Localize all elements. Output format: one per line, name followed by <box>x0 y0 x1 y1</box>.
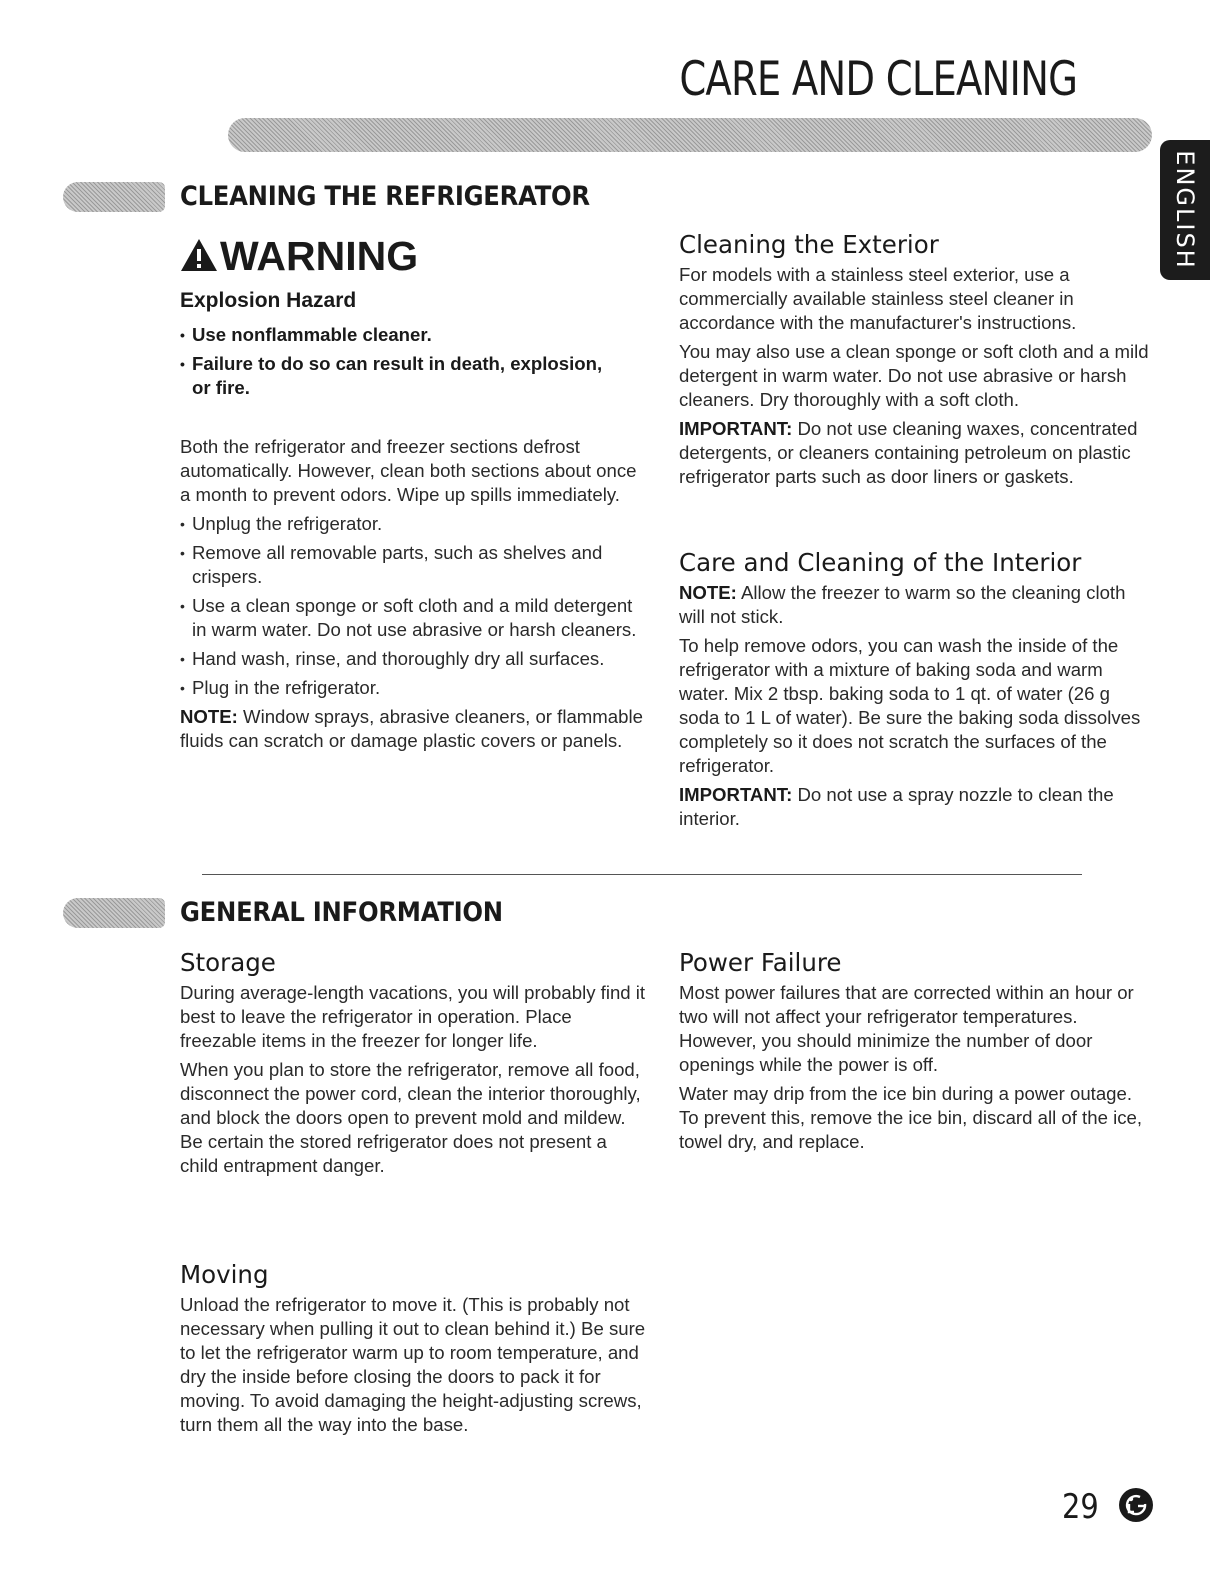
important-text: Do not use a spray nozzle to clean the interior. <box>679 784 1114 829</box>
list-item: • Use a clean sponge or soft cloth and a mild detergent in warm water. Do not use abrasive or harsh cleaners. <box>180 594 645 642</box>
interior-important <box>679 783 1149 831</box>
language-tab <box>1160 140 1210 280</box>
warning-bullets <box>180 323 620 405</box>
warning-title <box>180 233 418 280</box>
power-heading: Power Failure <box>679 948 842 977</box>
moving-column <box>180 1260 655 1442</box>
note-label: NOTE: <box>180 706 238 727</box>
important-label: IMPORTANT: <box>679 418 793 439</box>
power-paragraph: Water may drip from the ice bin during a power outage. To prevent this, remove the ice bin, discard all of the ice, towel dry, and replace. <box>679 1083 1143 1152</box>
hazard-title: Explosion Hazard <box>180 289 357 312</box>
interior-note <box>679 581 1149 629</box>
exterior-important <box>679 417 1149 489</box>
storage-column <box>180 948 650 1183</box>
storage-heading: Storage <box>180 948 276 977</box>
cleaning-note <box>180 705 645 753</box>
power-column <box>679 948 1149 1159</box>
cleaning-intro: Both the refrigerator and freezer sections defrost automatically. However, clean both sections about once a month to prevent odors. Wipe up spills immediately. <box>180 436 637 505</box>
list-item: • Remove all removable parts, such as shelves and crispers. <box>180 541 645 589</box>
exterior-heading: Cleaning the Exterior <box>679 230 939 259</box>
interior-paragraph: To help remove odors, you can wash the inside of the refrigerator with a mixture of baking soda and warm water. Mix 2 tbsp. baking soda to 1 qt. of water (26 g soda to 1 L of water). Be sure the baking soda dissolves completely so it does not scratch the surfaces of the refrigerator. <box>679 635 1141 776</box>
title-bar-decoration <box>228 118 1152 152</box>
cleaning-left-column <box>180 435 645 758</box>
exterior-paragraph: For models with a stainless steel exterior, use a commercially available stainless steel cleaner in accordance with the manufacturer's instructions. <box>679 264 1077 333</box>
section-heading-cleaning: CLEANING THE REFRIGERATOR <box>180 181 590 212</box>
important-text: Do not use cleaning waxes, concentrated detergents, or cleaners containing petroleum on plastic refrigerator parts such as door liners or gaskets. <box>679 418 1138 487</box>
list-item: • Unplug the refrigerator. <box>180 512 645 536</box>
note-label: NOTE: <box>679 582 737 603</box>
list-item: • Plug in the refrigerator. <box>180 676 645 700</box>
important-label: IMPORTANT: <box>679 784 793 805</box>
exterior-column <box>679 230 1149 494</box>
list-item: • Failure to do so can result in death, explosion, or fire. <box>180 352 620 400</box>
section-marker <box>63 182 165 212</box>
section-divider <box>202 874 1082 875</box>
warning-triangle-icon <box>180 238 218 272</box>
section-marker <box>63 898 165 928</box>
exterior-paragraph: You may also use a clean sponge or soft cloth and a mild detergent in warm water. Do not use abrasive or harsh cleaners. Dry thoroughly with a soft cloth. <box>679 341 1149 410</box>
warning-label: WARNING <box>220 233 419 279</box>
lg-logo-icon <box>1118 1487 1154 1523</box>
section-heading-general: GENERAL INFORMATION <box>180 897 503 928</box>
interior-heading: Care and Cleaning of the Interior <box>679 548 1082 577</box>
moving-paragraph: Unload the refrigerator to move it. (This is probably not necessary when pulling it out to clean behind it.) Be sure to let the refrigerator warm up to room temperature, and dry the inside before closing the doors to pack it for moving. To avoid damaging the height-adjusting screws, turn them all the way into the base. <box>180 1294 646 1435</box>
interior-column <box>679 548 1149 836</box>
page-number: 29 <box>1062 1487 1099 1527</box>
list-item: • Use nonflammable cleaner. <box>180 323 620 347</box>
power-paragraph: Most power failures that are corrected within an hour or two will not affect your refrigerator temperatures. However, you should minimize the number of door openings while the power is off. <box>679 982 1134 1075</box>
moving-heading: Moving <box>180 1260 269 1289</box>
list-item: • Hand wash, rinse, and thoroughly dry all surfaces. <box>180 647 645 671</box>
storage-paragraph: During average-length vacations, you will probably find it best to leave the refrigerator in operation. Place freezable items in the freezer for longer life. <box>180 982 646 1051</box>
note-text: Window sprays, abrasive cleaners, or flammable fluids can scratch or damage plastic covers or panels. <box>180 706 643 751</box>
storage-paragraph: When you plan to store the refrigerator, remove all food, disconnect the power cord, clean the interior thoroughly, and block the doors open to prevent mold and mildew. Be certain the stored refrigerator does not present a child entrapment danger. <box>180 1059 641 1176</box>
language-tab-label: ENGLISH <box>1171 150 1199 270</box>
note-text: Allow the freezer to warm so the cleaning cloth will not stick. <box>679 582 1126 627</box>
page-title: CARE AND CLEANING <box>679 52 1077 107</box>
